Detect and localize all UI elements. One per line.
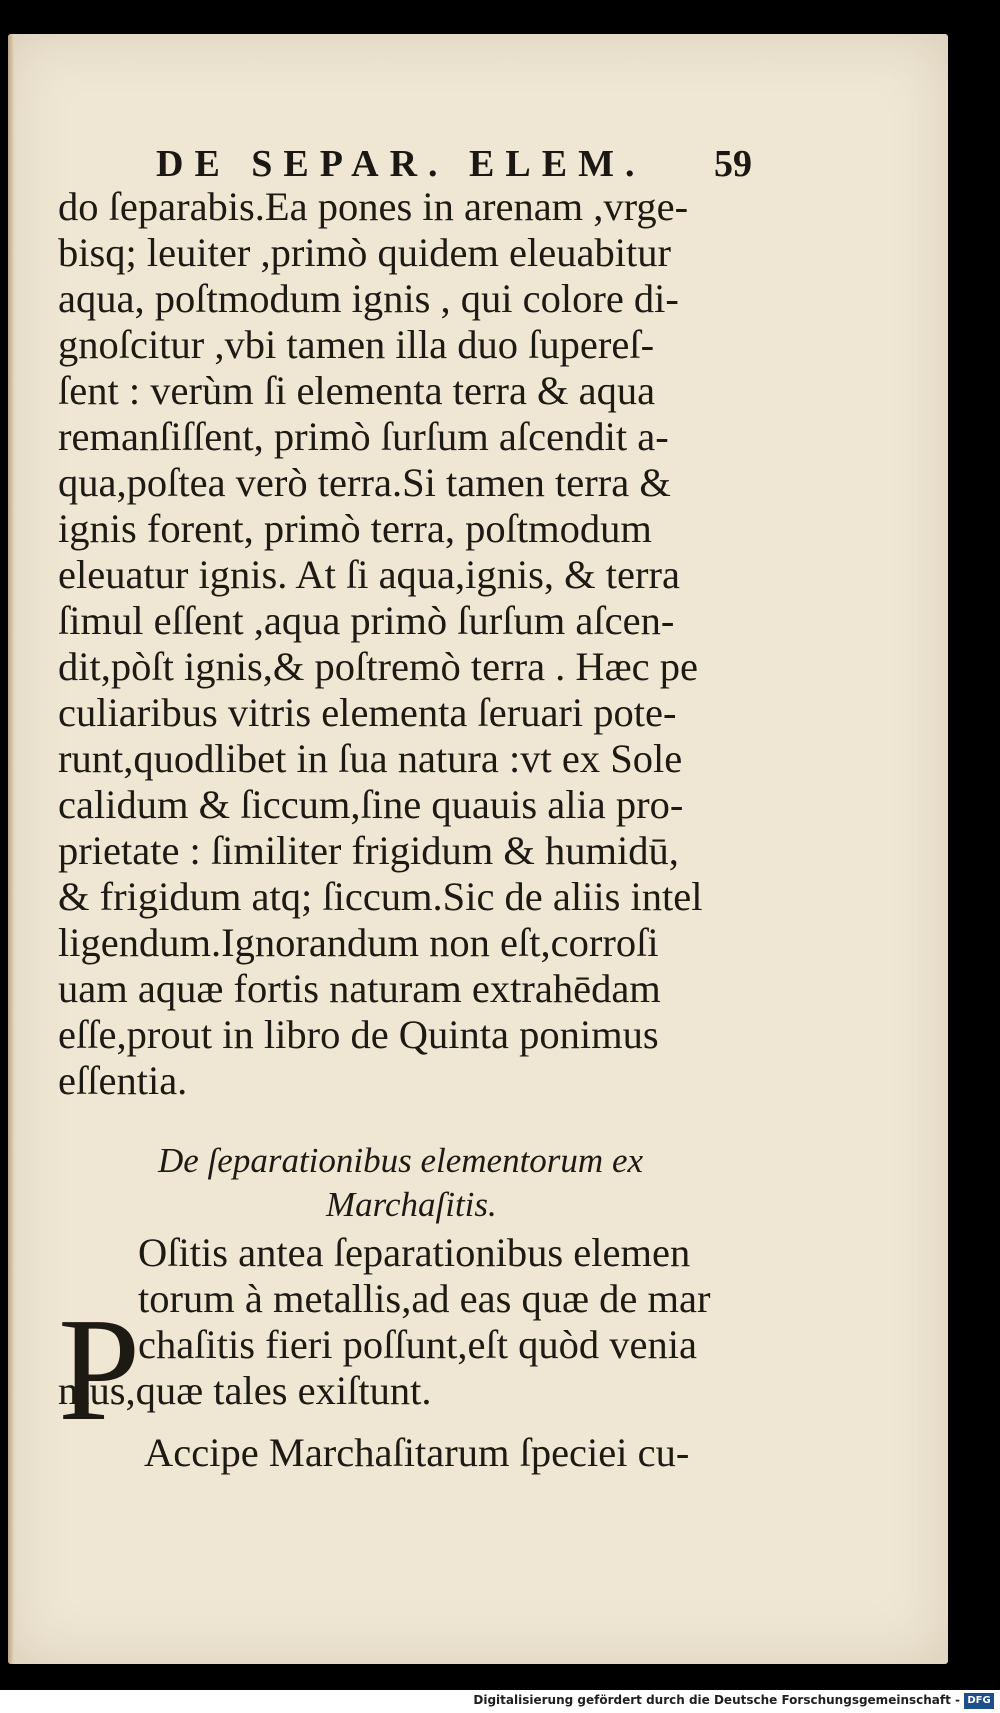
body-line: ſent : verùm ſi elementa terra & aqua — [58, 368, 656, 413]
body-line: eleuatur ignis. At ſi aqua,ignis, & terra — [58, 552, 680, 597]
running-head-title: DE SEPAR. ELEM. — [156, 143, 646, 185]
book-page — [8, 34, 948, 1664]
body-line: Oſitis antea ſeparationibus elemen — [138, 1230, 691, 1275]
body-line: do ſeparabis.Ea pones in arenam ,vrge- — [58, 184, 689, 229]
body-line: aqua, poſtmodum ignis , qui colore di- — [58, 276, 679, 321]
body-line: calidum & ſiccum,ſine quauis alia pro- — [58, 782, 684, 827]
drop-capital: P — [58, 1288, 141, 1452]
body-line: gnoſcitur ,vbi tamen illa duo ſupereſ- — [58, 322, 655, 367]
body-line: eſſe,prout in libro de Quinta ponimus — [58, 1012, 659, 1057]
body-line: ligendum.Ignorandum non eſt,corroſi — [58, 920, 659, 965]
body-line: & frigidum atq; ſiccum.Sic de aliis intel — [58, 874, 703, 919]
body-line: dit,pòſt ignis,& poſtremò terra . Hæc pe — [58, 644, 699, 689]
body-line: bisq; leuiter ,primò quidem eleuabitur — [58, 230, 671, 275]
funding-credit: Digitalisierung gefördert durch die Deutsche Forschungsgemeinschaft - — [473, 1693, 960, 1707]
body-line: mus,quæ tales exiſtunt. — [58, 1368, 432, 1413]
dfg-logo-icon: DFG — [964, 1693, 994, 1709]
section-heading-line-1: De ſeparationibus elementorum ex — [158, 1141, 644, 1180]
body-line: runt,quodlibet in ſua natura :vt ex Sole — [58, 736, 683, 781]
body-line: eſſentia. — [58, 1058, 188, 1103]
digitization-footer — [0, 1690, 1000, 1713]
body-line: ignis forent, primò terra, poſtmodum — [58, 506, 652, 551]
body-line: torum à metallis,ad eas quæ de mar — [138, 1276, 711, 1321]
body-line: qua,poſtea verò terra.Si tamen terra & — [58, 460, 671, 505]
body-line: ſimul eſſent ,aqua primò ſurſum aſcen- — [58, 598, 675, 643]
body-line: Accipe Marchaſitarum ſpeciei cu- — [144, 1430, 690, 1475]
body-line: uam aquæ fortis naturam extrahēdam — [58, 966, 661, 1011]
body-line: prietate : ſimiliter frigidum & humidū, — [58, 828, 679, 873]
body-line: culiaribus vitris elementa ſeruari pote- — [58, 690, 677, 735]
section-heading-line-2: Marchaſitis. — [326, 1185, 497, 1224]
page-gutter-edge — [8, 34, 14, 1664]
page-number: 59 — [714, 143, 752, 185]
body-line: remanſiſſent, primò ſurſum aſcendit a- — [58, 414, 669, 459]
body-line: chaſitis fieri poſſunt,eſt quòd venia — [138, 1322, 697, 1367]
